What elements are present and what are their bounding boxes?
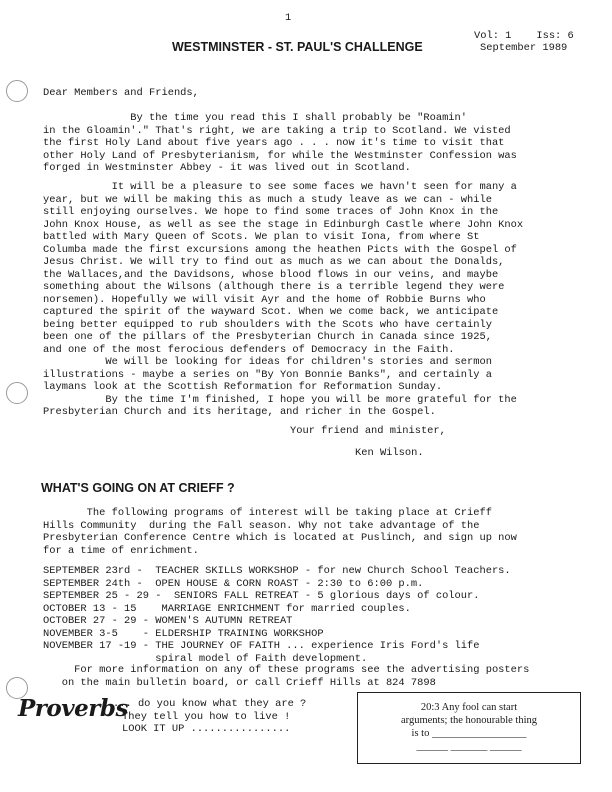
event-item: SEPTEMBER 23rd - TEACHER SKILLS WORKSHOP - for new Church School Teachers.: [43, 565, 511, 577]
volume-issue: Vol: 1 Iss: 6: [474, 30, 574, 42]
crieff-intro: [43, 507, 517, 557]
text-line: and one of the most ferocious defenders of Democracy in the Faith.: [43, 343, 455, 356]
letter-salutation: Dear Members and Friends,: [43, 87, 199, 99]
text-line: illustrations - maybe a series on "By Yon Bonnie Banks", and certainly a: [43, 368, 492, 381]
text-line: It will be a pleasure to see some faces we havn't seen for many a: [43, 181, 517, 193]
text-line: captured the spirit of the wayward Scot. When we come back, we anticipate: [43, 306, 499, 318]
event-item: SEPTEMBER 24th - OPEN HOUSE & CORN ROAST - 2:30 to 6:00 p.m.: [43, 577, 424, 590]
text-line: being better equipped to rub shoulders with the Scots who have certainly: [43, 318, 492, 331]
text-line: norsemen). Hopefully we will visit Ayr and the home of Robbie Burns who: [43, 293, 486, 306]
proverb-line-2: arguments; the honourable thing: [401, 715, 537, 726]
letter-paragraph-1: [43, 112, 517, 175]
text-line: For more information on any of these programs see the advertising posters: [43, 664, 530, 676]
text-line: The following programs of interest will be taking place at Crieff: [43, 507, 492, 519]
text-line: for a time of enrichment.: [43, 544, 199, 557]
text-line: on the main bulletin board, or call Crieff Hills at 824 7898: [43, 676, 436, 689]
text-line: year, but we will be making this as much a study leave as we can - while: [43, 193, 492, 206]
text-line: Jesus Christ. We will try to find out as much as we can about the Donalds,: [43, 256, 505, 268]
text-line: By the time you read this I shall probably be "Roamin': [43, 112, 468, 124]
proverb-quiz-box: [357, 692, 581, 764]
text-line: Presbyterian Conference Centre which is located at Puslinch, and sign up now: [43, 532, 517, 544]
crieff-events-list: [43, 565, 511, 665]
issue-date: September 1989: [480, 42, 568, 54]
text-line: John Knox House, as well as see the stage in Edinburgh Castle where John Knox: [43, 218, 524, 231]
section-heading-crieff: WHAT'S GOING ON AT CRIEFF ?: [41, 481, 235, 495]
event-item: NOVEMBER 3-5 - ELDERSHIP TRAINING WORKSHOP: [43, 627, 324, 640]
proverbs-prompt: [113, 698, 306, 736]
event-item: SEPTEMBER 25 - 29 - SENIORS FALL RETREAT - 5 glorious days of colour.: [43, 590, 480, 602]
newsletter-title: WESTMINSTER - ST. PAUL'S CHALLENGE: [172, 40, 423, 54]
proverb-line-3: is to __________________: [411, 728, 527, 739]
proverb-line-4: ______ _______ ______: [416, 741, 522, 752]
text-line: They tell you how to live !: [122, 710, 291, 723]
text-line: laymans look at the Scottish Reformation for Reformation Sunday.: [43, 381, 443, 393]
crieff-more-info: [43, 664, 529, 689]
text-line: still enjoying ourselves. We hope to find some traces of John Knox in the: [43, 206, 499, 218]
text-line: been one of the pillars of the Presbyterian Church in Canada since 1925,: [43, 331, 492, 343]
text-line: By the time I'm finished, I hope you will be more grateful for the: [43, 393, 517, 406]
event-item: NOVEMBER 17 -19 - THE JOURNEY OF FAITH ... experience Iris Ford's life: [43, 640, 480, 652]
letter-closing: Your friend and minister,: [290, 425, 446, 437]
event-item: OCTOBER 13 - 15 MARRIAGE ENRICHMENT for married couples.: [43, 602, 411, 615]
text-line: Columba made the first excursions among the heathen Picts with the Gospel of: [43, 243, 517, 256]
text-line: the first Holy Land about five years ago . . . now it's time to visit that: [43, 137, 505, 149]
text-line: battled with Mary Queen of Scots. We plan to visit Iona, from where St: [43, 231, 480, 243]
page-number: 1: [285, 12, 292, 24]
event-item: spiral model of Faith development.: [43, 652, 368, 665]
letter-paragraph-3: [43, 356, 517, 419]
letter-signature: Ken Wilson.: [355, 447, 424, 459]
text-line: the Wallaces,and the Davidsons, whose blood flows in our veins, and maybe: [43, 268, 499, 281]
punch-hole-middle: [6, 382, 28, 404]
text-line: Hills Community during the Fall season. Why not take advantage of the: [43, 519, 480, 532]
text-line: Presbyterian Church and its heritage, and richer in the Gospel.: [43, 406, 436, 418]
proverbs-logo: Proverbs: [18, 695, 128, 722]
text-line: ... do you know what they are ?: [113, 698, 307, 710]
text-line: We will be looking for ideas for children's stories and sermon: [43, 356, 492, 368]
letter-paragraph-2: [43, 181, 523, 356]
text-line: LOOK IT UP ................: [122, 723, 291, 735]
text-line: something about the Wilsons (although there is a terrible legend they were: [43, 281, 505, 293]
text-line: forged in Westminster Abbey - it was lived out in Scotland.: [43, 162, 411, 174]
punch-hole-top: [6, 80, 28, 102]
proverb-line-1: 20:3 Any fool can start: [420, 702, 518, 713]
text-line: other Holy Land of Presbyterianism, for while the Westminster Confession was: [43, 149, 517, 162]
event-item: OCTOBER 27 - 29 - WOMEN'S AUTUMN RETREAT: [43, 615, 293, 627]
text-line: in the Gloamin'." That's right, we are taking a trip to Scotland. We visted: [43, 124, 511, 137]
